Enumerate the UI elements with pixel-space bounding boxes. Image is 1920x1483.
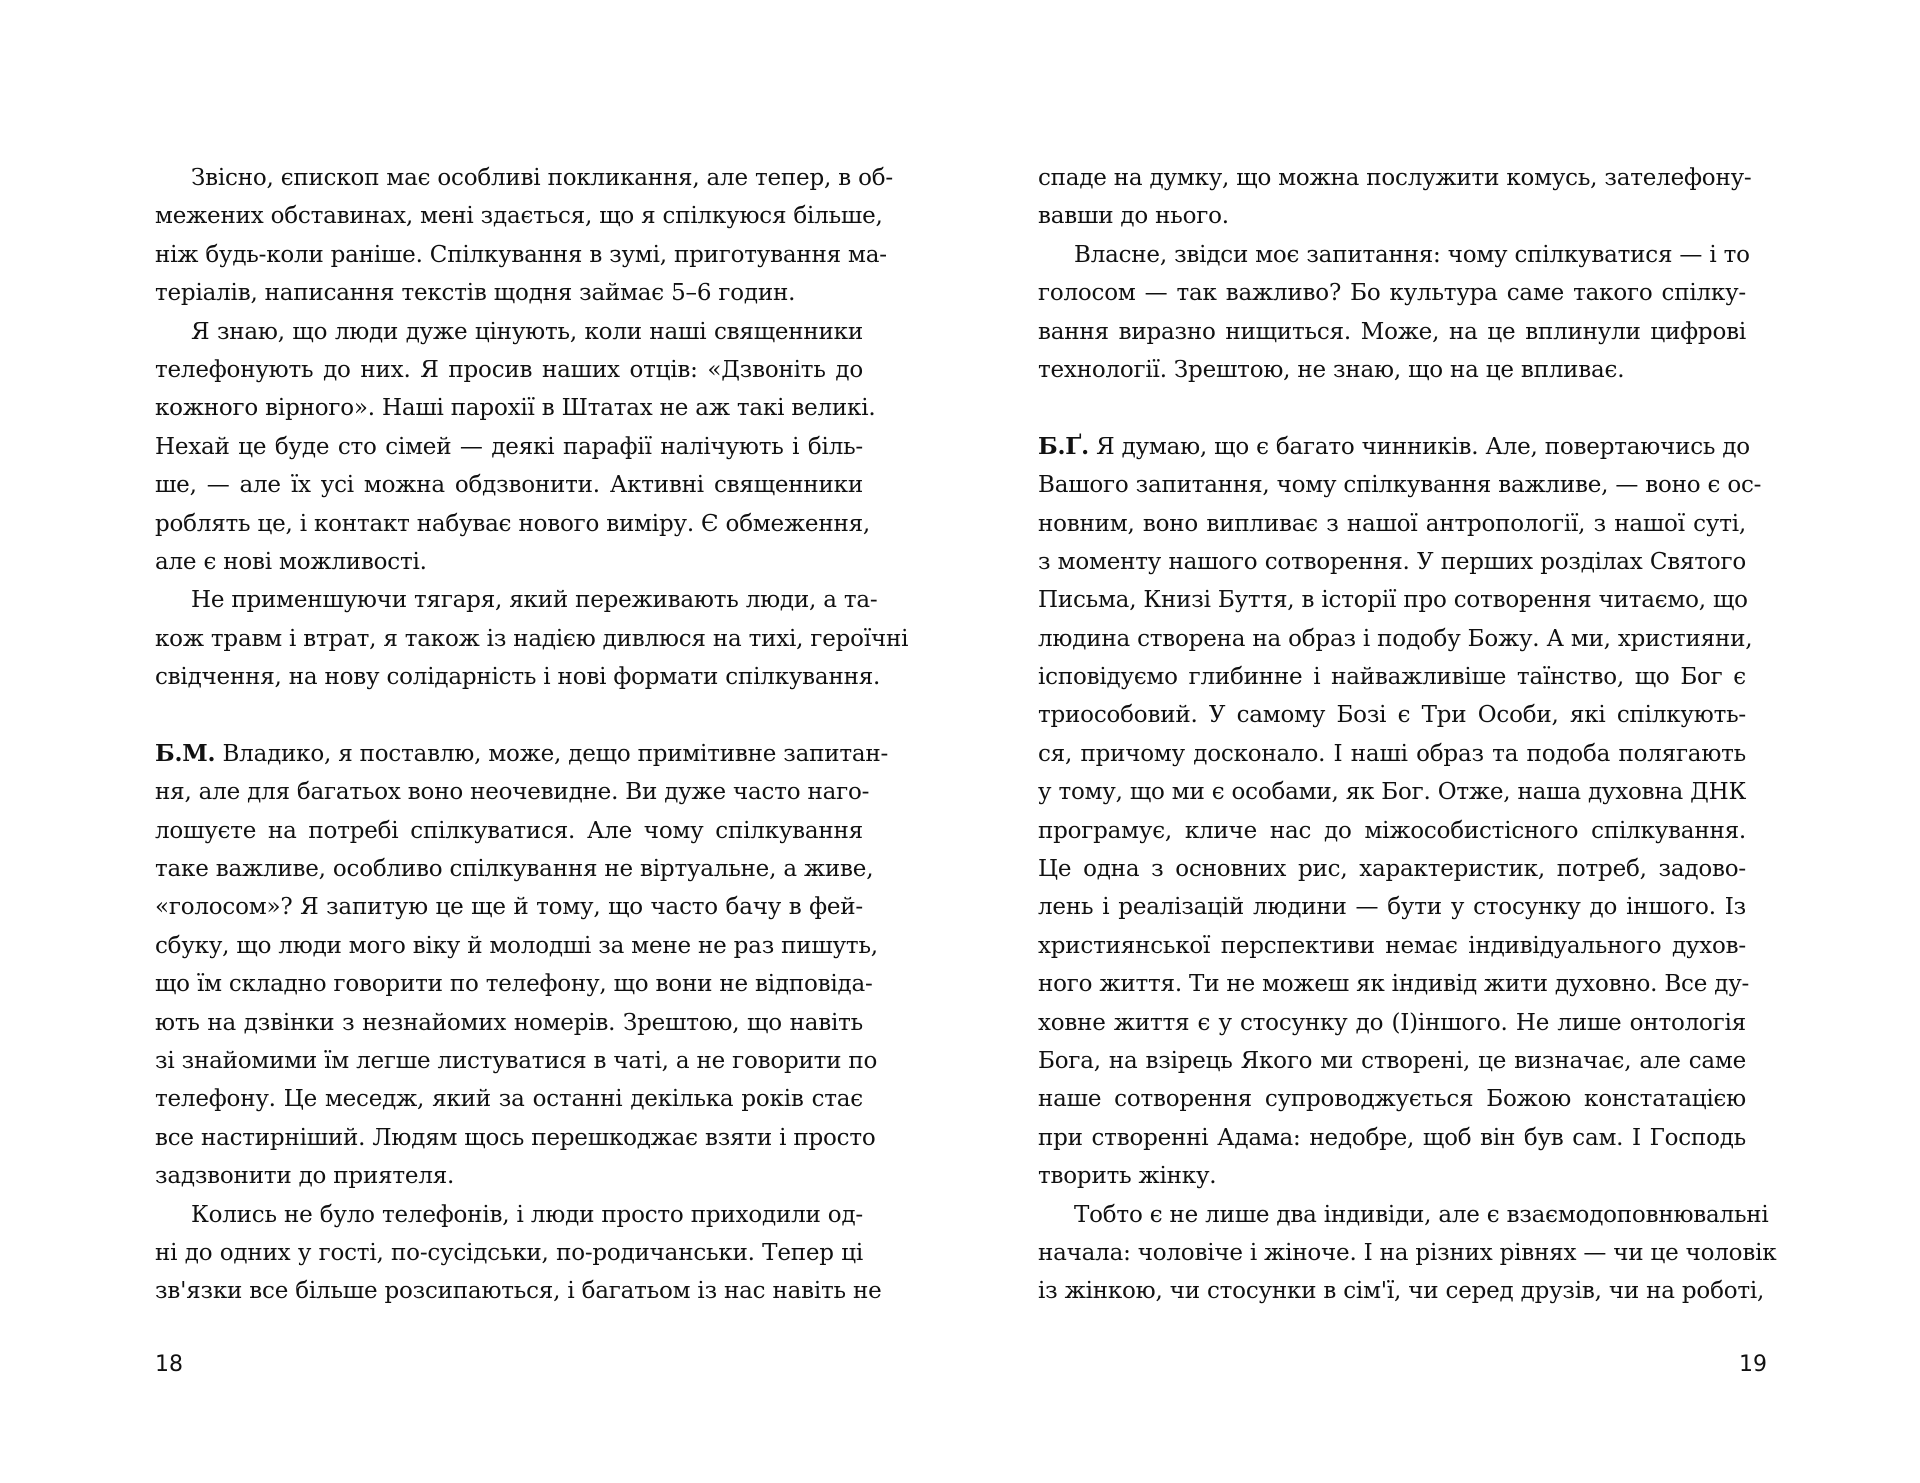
text-line: лень і реалізацій людини — бути у стосунку до іншого. Із (1038, 894, 1746, 921)
text-line: Власне, звідси моє запитання: чому спілкуватися — і то (1074, 241, 1750, 268)
right-page-text (1038, 159, 1777, 1311)
text-line: лошуєте на потребі спілкуватися. Але чому спілкування (155, 817, 863, 844)
text-line: кож травм і втрат, я також із надією дивлюся на тихі, героїчні (155, 625, 909, 652)
text-line: Бога, на взірець Якого ми створені, це визначає, але саме (1038, 1047, 1746, 1074)
speaker-label: Б.М. (155, 739, 216, 767)
text-line: творить жінку. (1038, 1163, 1217, 1190)
text-line: кожного вірного». Наші парохії в Штатах не аж такі великі. (155, 395, 876, 422)
text-line: «голосом»? Я запитую це ще й тому, що часто бачу в фей- (155, 894, 863, 921)
text-line: ніж будь-коли раніше. Спілкування в зумі, приготування ма- (155, 241, 887, 268)
text-line: ні до одних у гості, по-сусідськи, по-родичанськи. Тепер ці (155, 1239, 863, 1266)
text-line: голосом — так важливо? Бо культура саме такого спілку- (1038, 280, 1746, 307)
text-line: ся, причому досконало. І наші образ та подоба полягають (1038, 740, 1746, 767)
text-line-content: Владико, я поставлю, може, дещо примітивне запитан- (222, 740, 889, 767)
text-line: Тобто є не лише два індивіди, але є взаємодоповнювальні (1074, 1201, 1769, 1228)
text-line: Не применшуючи тягаря, який переживають люди, а та- (191, 587, 878, 614)
text-line: телефону. Це меседж, який за останні декілька років стає (155, 1086, 863, 1113)
text-line: начала: чоловіче і жіноче. І на різних рівнях — чи це чоловік (1038, 1239, 1777, 1266)
page-number: 19 (1739, 1352, 1767, 1377)
text-line: Вашого запитання, чому спілкування важливе, — воно є ос- (1038, 472, 1762, 499)
text-line: телефонують до них. Я просив наших отців: «Дзвоніть до (155, 356, 863, 383)
text-line: технології. Зрештою, не знаю, що на це впливає. (1038, 356, 1625, 383)
text-line: вання виразно нищиться. Може, на це вплинули цифрові (1038, 318, 1746, 345)
page-number: 18 (155, 1352, 183, 1377)
text-line: при створенні Адама: недобре, щоб він був сам. І Господь (1038, 1124, 1746, 1151)
text-line: із жінкою, чи стосунки в сім'ї, чи серед друзів, чи на роботі, (1038, 1278, 1765, 1305)
text-line: теріалів, написання текстів щодня займає 5–6 годин. (155, 280, 796, 307)
text-line: християнської перспективи немає індивідуального духов- (1038, 932, 1746, 959)
text-line: межених обставинах, мені здається, що я спілкуюся більше, (155, 203, 883, 230)
text-line: Письма, Книзі Буття, в історії про сотворення читаємо, що (1038, 587, 1748, 614)
text-line: ісповідуємо глибинне і найважливіше таїнство, що Бог є (1038, 664, 1746, 691)
text-line: все настирніший. Людям щось перешкоджає взяти і просто (155, 1124, 876, 1151)
text-line: свідчення, на нову солідарність і нові формати спілкування. (155, 664, 881, 691)
text-line: зі знайомими їм легше листуватися в чаті, а не говорити по (155, 1047, 878, 1074)
text-line: ють на дзвінки з незнайомих номерів. Зрештою, що навіть (155, 1009, 863, 1036)
text-line: програмує, кличе нас до міжособистісного спілкування. (1038, 817, 1746, 844)
right-page (960, 0, 1920, 1483)
text-line: що їм складно говорити по телефону, що вони не відповіда- (155, 971, 873, 998)
text-line: Це одна з основних рис, характеристик, потреб, задово- (1038, 856, 1746, 883)
text-line: у тому, що ми є особами, як Бог. Отже, наша духовна ДНК (1038, 779, 1747, 806)
text-line: зв'язки все більше розсипаються, і багатьом із нас навіть не (155, 1278, 882, 1305)
text-line: вавши до нього. (1038, 203, 1229, 230)
text-line: ня, але для багатьох воно неочевидне. Ви дуже часто наго- (155, 779, 870, 806)
text-line: роблять це, і контакт набуває нового виміру. Є обмеження, (155, 510, 870, 537)
text-line: задзвонити до приятеля. (155, 1163, 455, 1190)
text-line: ховне життя є у стосунку до (І)іншого. Не лише онтологія (1038, 1009, 1746, 1036)
text-line: таке важливе, особливо спілкування не віртуальне, а живе, (155, 856, 874, 883)
text-line (1038, 428, 1750, 466)
text-line (155, 735, 889, 773)
text-line: сбуку, що люди мого віку й молодші за мене не раз пишуть, (155, 932, 878, 959)
text-line: спаде на думку, що можна послужити комусь, зателефону- (1038, 165, 1752, 191)
text-line: новним, воно випливає з нашої антропології, з нашої суті, (1038, 510, 1746, 537)
speaker-label: Б.Ґ. (1038, 432, 1089, 460)
text-line: наше сотворення супроводжується Божою констатацією (1038, 1086, 1746, 1113)
text-line: але є нові можливості. (155, 548, 427, 575)
text-line: Звісно, єпископ має особливі покликання, але тепер, в об- (191, 165, 893, 191)
text-line-content: Я думаю, що є багато чинників. Але, повертаючись до (1096, 433, 1750, 460)
text-line: з моменту нашого сотворення. У перших розділах Святого (1038, 548, 1746, 575)
text-line: ше, — але їх усі можна обдзвонити. Активні священники (155, 472, 863, 499)
text-line: Нехай це буде сто сімей — деякі парафії налічують і біль- (155, 433, 863, 460)
text-line: Я знаю, що люди дуже цінують, коли наші священники (191, 318, 863, 345)
text-line: людина створена на образ і подобу Божу. А ми, християни, (1038, 625, 1753, 652)
left-page-text (155, 159, 909, 1311)
text-line: триособовий. У самому Бозі є Три Особи, які спілкують- (1038, 702, 1746, 729)
text-line: ного життя. Ти не можеш як індивід жити духовно. Все ду- (1038, 971, 1750, 998)
text-line: Колись не було телефонів, і люди просто приходили од- (191, 1201, 863, 1228)
